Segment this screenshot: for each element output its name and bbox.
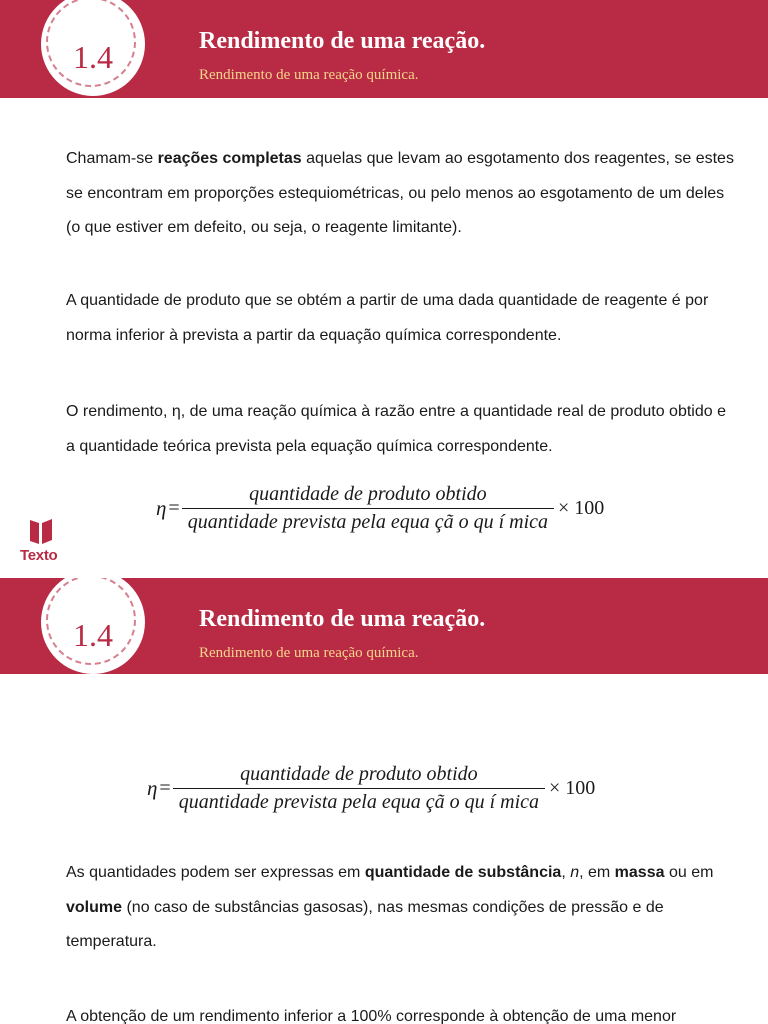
- text: ,: [561, 864, 571, 881]
- slide-title: Rendimento de uma reação.: [199, 28, 486, 54]
- paragraph-quantidade-produto: A quantidade de produto que se obtém a partir de uma dada quantidade de reagente é por norma inferior à prevista a partir da equação química correspondente.: [66, 292, 709, 344]
- bold-term: reações completas: [157, 150, 302, 167]
- multiplier: × 100: [558, 497, 605, 519]
- section-number: 1.4: [73, 617, 113, 653]
- yield-formula: [147, 763, 595, 814]
- bold-term: volume: [66, 898, 123, 916]
- slide-subtitle: Rendimento de uma reação química.: [199, 67, 419, 83]
- fraction-denominator: quantidade prevista pela equa çã o qu í mica: [187, 511, 549, 533]
- book-icon: [28, 517, 54, 545]
- multiplier: × 100: [549, 777, 596, 799]
- text: (no caso de substâncias gasosas), nas mesmas condições de pressão e de temperatura.: [66, 898, 664, 950]
- slide-2: [0, 578, 768, 1024]
- paragraph-rendimento-definicao: O rendimento, η, de uma reação química à razão entre a quantidade real de produto obtido e a quantidade teórica prevista pela equação química correspondente.: [66, 403, 726, 455]
- fraction-numerator: quantidade de produto obtido: [240, 763, 478, 785]
- fraction-denominator: quantidade prevista pela equa çã o qu í mica: [178, 791, 540, 813]
- text: ou em: [664, 864, 714, 881]
- yield-formula: [156, 483, 604, 534]
- header-banner: [0, 578, 768, 674]
- section-badge: [41, 578, 145, 674]
- text: , em: [579, 864, 615, 881]
- slide-title: Rendimento de uma reação.: [199, 606, 486, 632]
- bold-term: quantidade de substância: [364, 864, 562, 881]
- equals-sign: =: [159, 777, 171, 799]
- paragraph-rendimento-inferior: A obtenção de um rendimento inferior a 100% corresponde à obtenção de uma menor: [66, 1008, 677, 1024]
- fraction: [173, 763, 545, 814]
- slide-subtitle: Rendimento de uma reação química.: [199, 645, 419, 661]
- section-number: 1.4: [73, 39, 113, 75]
- section-badge: [41, 0, 145, 96]
- text: As quantidades podem ser expressas em: [66, 864, 365, 881]
- fraction: [182, 483, 554, 534]
- header-banner: [0, 0, 768, 98]
- logo-text: Texto: [20, 547, 58, 564]
- equals-sign: =: [168, 497, 180, 519]
- paragraph-reacoes-completas: [66, 142, 738, 246]
- paragraph-quantidades: [66, 856, 738, 960]
- eta-symbol: η: [147, 776, 158, 800]
- text: aquelas que levam ao esgotamento dos reagentes, se estes se encontram em proporções estequiométricas, ou pelo menos ao esgotamento de um deles (o que estiver em defeito, ou seja, o reagente limitante).: [66, 150, 734, 236]
- eta-symbol: η: [156, 496, 167, 520]
- italic-symbol: n: [570, 864, 580, 881]
- text: Chamam-se: [66, 150, 158, 167]
- bold-term: massa: [614, 864, 665, 881]
- publisher-logo: [20, 517, 64, 564]
- fraction-numerator: quantidade de produto obtido: [249, 483, 487, 505]
